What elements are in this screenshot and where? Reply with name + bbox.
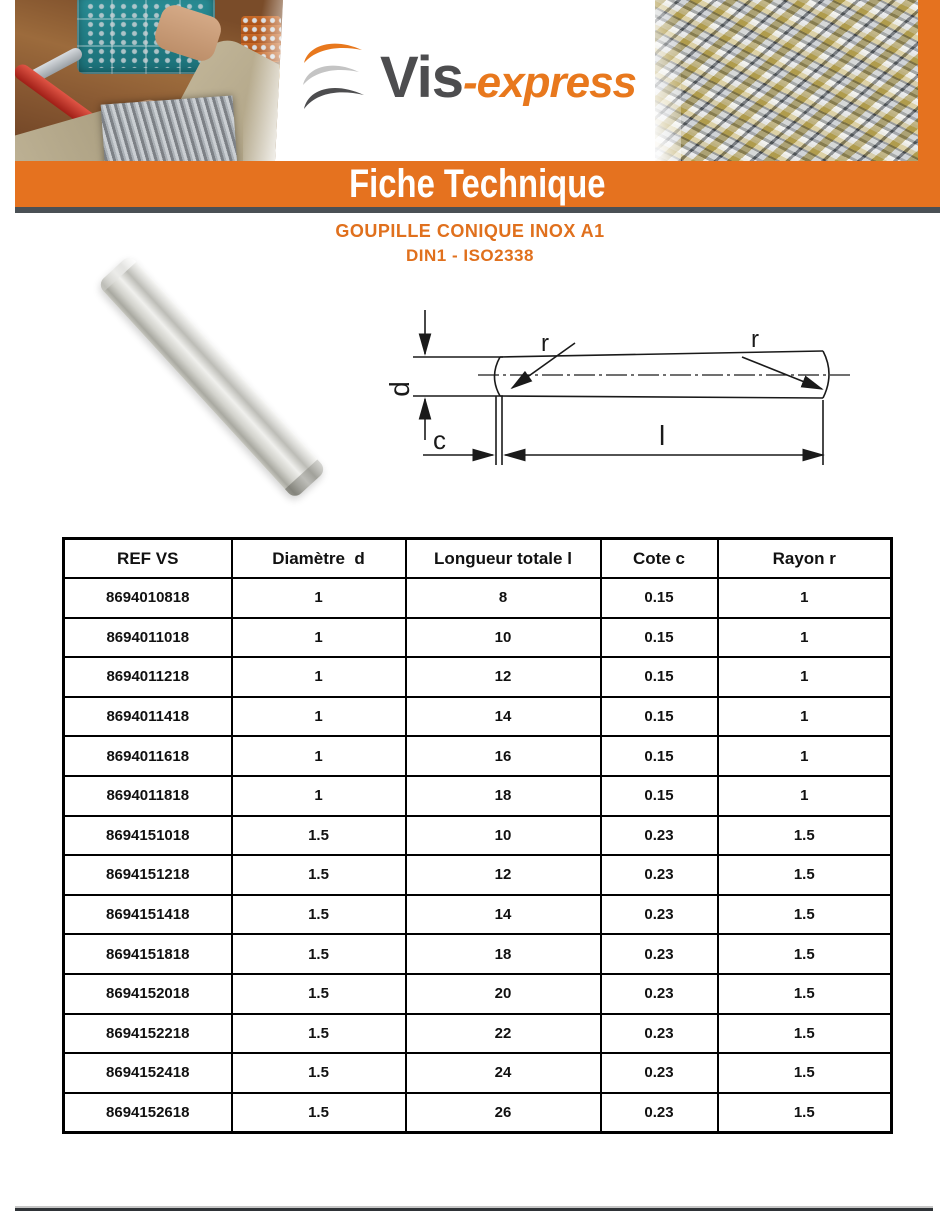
table-cell: 18 <box>406 776 601 816</box>
product-name: GOUPILLE CONIQUE INOX A1 <box>335 221 605 241</box>
table-cell: 1.5 <box>232 1014 406 1054</box>
table-cell: 1.5 <box>232 1053 406 1093</box>
table-header-row <box>64 539 892 579</box>
table-cell: 1.5 <box>718 1014 892 1054</box>
table-row <box>64 736 892 776</box>
table-cell: 0.15 <box>601 657 718 697</box>
table-cell: 1.5 <box>232 974 406 1014</box>
table-cell: 14 <box>406 895 601 935</box>
table-cell: 1 <box>232 776 406 816</box>
table-cell: 0.23 <box>601 1093 718 1133</box>
table-cell: 8694151218 <box>64 855 232 895</box>
table-cell: 8694152618 <box>64 1093 232 1133</box>
table-cell: 1 <box>718 697 892 737</box>
table-cell: 8694152018 <box>64 974 232 1014</box>
table-row <box>64 855 892 895</box>
table-cell: 1.5 <box>232 895 406 935</box>
table-cell: 1.5 <box>718 1093 892 1133</box>
table-cell: 0.23 <box>601 974 718 1014</box>
table-row <box>64 1053 892 1093</box>
diagram-label-l: l <box>659 420 666 451</box>
logo-suffix-text: -express <box>463 57 637 107</box>
table-cell: 8694151818 <box>64 934 232 974</box>
photo-edge-fade <box>243 0 283 161</box>
table-cell: 1.5 <box>718 1053 892 1093</box>
table-row <box>64 895 892 935</box>
table-cell: 1.5 <box>718 816 892 856</box>
table-cell: 0.23 <box>601 1053 718 1093</box>
table-cell: 12 <box>406 657 601 697</box>
pins-tray <box>101 95 238 161</box>
table-cell: 1.5 <box>718 855 892 895</box>
table-cell: 8694152218 <box>64 1014 232 1054</box>
column-header-diametre: Diamètre d <box>232 539 406 579</box>
table-row <box>64 1014 892 1054</box>
table-cell: 0.15 <box>601 578 718 618</box>
table-cell: 1 <box>718 736 892 776</box>
table-cell: 1.5 <box>718 895 892 935</box>
banner-title: Fiche Technique <box>349 161 606 206</box>
table-cell: 0.23 <box>601 934 718 974</box>
table-cell: 12 <box>406 855 601 895</box>
diagram-label-r-right: r <box>751 326 759 353</box>
vis-express-logo <box>300 22 640 132</box>
table-cell: 10 <box>406 618 601 658</box>
column-header-longueur: Longueur totale l <box>406 539 601 579</box>
table-cell: 1 <box>232 657 406 697</box>
table-row <box>64 974 892 1014</box>
table-cell: 1.5 <box>718 934 892 974</box>
table-row <box>64 578 892 618</box>
table-cell: 8694151418 <box>64 895 232 935</box>
table-cell: 8694011218 <box>64 657 232 697</box>
logo-brand-text: Vis <box>380 44 464 110</box>
logo-swoosh-icon <box>300 37 372 117</box>
table-cell: 1.5 <box>232 816 406 856</box>
table-cell: 1.5 <box>232 934 406 974</box>
technical-diagram <box>383 293 863 478</box>
spec-table <box>62 537 893 1134</box>
table-cell: 0.23 <box>601 816 718 856</box>
table-cell: 1.5 <box>232 1093 406 1133</box>
table-cell: 1 <box>718 657 892 697</box>
photo-edge-fade <box>655 0 681 161</box>
table-cell: 0.23 <box>601 1014 718 1054</box>
table-cell: 0.15 <box>601 736 718 776</box>
table-cell: 1 <box>718 618 892 658</box>
table-row <box>64 697 892 737</box>
diagram-label-c: c <box>433 425 446 455</box>
table-cell: 8694011018 <box>64 618 232 658</box>
table-cell: 1 <box>232 578 406 618</box>
table-cell: 1 <box>718 578 892 618</box>
column-header-rayon: Rayon r <box>718 539 892 579</box>
table-cell: 10 <box>406 816 601 856</box>
table-cell: 8694152418 <box>64 1053 232 1093</box>
table-cell: 20 <box>406 974 601 1014</box>
table-row <box>64 776 892 816</box>
table-cell: 1.5 <box>718 974 892 1014</box>
table-cell: 1 <box>718 776 892 816</box>
table-cell: 8694011618 <box>64 736 232 776</box>
table-cell: 1 <box>232 736 406 776</box>
table-row <box>64 618 892 658</box>
table-cell: 8 <box>406 578 601 618</box>
table-row <box>64 934 892 974</box>
table-cell: 18 <box>406 934 601 974</box>
table-cell: 14 <box>406 697 601 737</box>
column-header-ref: REF VS <box>64 539 232 579</box>
table-cell: 1 <box>232 618 406 658</box>
screws-pile-photo <box>655 0 918 161</box>
spec-table-body <box>64 578 892 1133</box>
pin-product-photo <box>55 258 345 498</box>
table-cell: 8694151018 <box>64 816 232 856</box>
table-cell: 0.23 <box>601 895 718 935</box>
table-cell: 8694011418 <box>64 697 232 737</box>
diagram-label-d: d <box>384 381 415 397</box>
footer-divider <box>15 1206 933 1211</box>
column-header-cote: Cote c <box>601 539 718 579</box>
table-cell: 0.23 <box>601 855 718 895</box>
table-cell: 16 <box>406 736 601 776</box>
table-row <box>64 657 892 697</box>
product-standard: DIN1 - ISO2338 <box>406 246 534 265</box>
table-cell: 0.15 <box>601 697 718 737</box>
table-cell: 8694011818 <box>64 776 232 816</box>
table-cell: 0.15 <box>601 776 718 816</box>
table-cell: 8694010818 <box>64 578 232 618</box>
table-row <box>64 816 892 856</box>
table-cell: 1.5 <box>232 855 406 895</box>
table-cell: 22 <box>406 1014 601 1054</box>
table-row <box>64 1093 892 1133</box>
table-cell: 26 <box>406 1093 601 1133</box>
table-cell: 1 <box>232 697 406 737</box>
table-cell: 0.15 <box>601 618 718 658</box>
banner-divider <box>15 207 940 213</box>
workbench-photo <box>15 0 283 161</box>
diagram-label-r-left: r <box>541 330 549 357</box>
table-cell: 24 <box>406 1053 601 1093</box>
banner <box>15 161 940 207</box>
metal-pin <box>97 254 327 499</box>
